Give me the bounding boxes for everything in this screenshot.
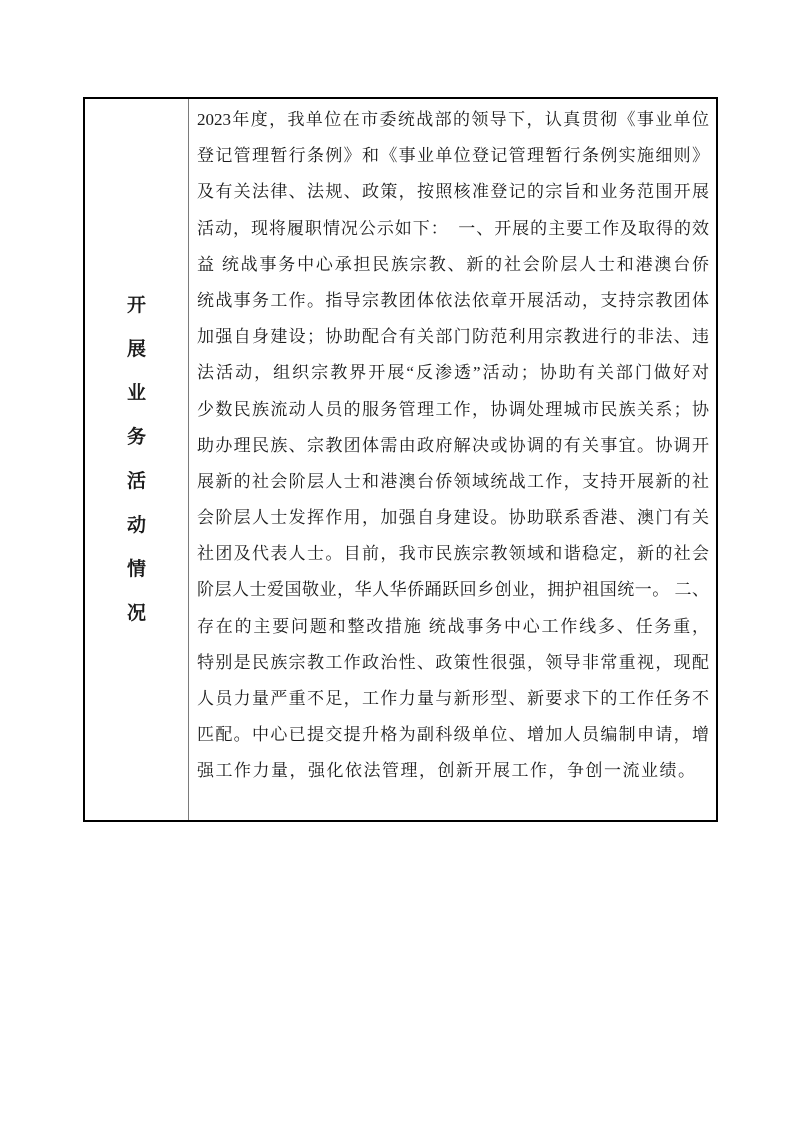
activity-description-cell — [189, 99, 716, 820]
row-header-cell — [85, 99, 189, 820]
activity-text-line: 登记管理暂行条例》和《事业单位登记管理暂行条例实施细则》 — [197, 146, 709, 166]
activity-text-line: 益 统战事务中心承担民族宗教、新的社会阶层人士和港澳台侨 — [197, 254, 709, 274]
activity-text-line: 少数民族流动人员的服务管理工作，协调处理城市民族关系；协 — [197, 399, 709, 419]
activity-text-line: 加强自身建设；协助配合有关部门防范利用宗教进行的非法、违 — [197, 327, 709, 347]
activity-text-line: 法活动，组织宗教界开展“反渗透”活动；协助有关部门做好对 — [197, 363, 709, 383]
activity-text-line: 强工作力量，强化依法管理，创新开展工作，争创一流业绩。 — [197, 761, 697, 781]
activity-text-line: 展新的社会阶层人士和港澳台侨领域统战工作，支持开展新的社 — [197, 471, 709, 491]
row-header-char: 活 — [126, 471, 146, 492]
activity-text-line: 活动，现将履职情况公示如下： 一、开展的主要工作及取得的效 — [197, 218, 709, 238]
activity-description-text — [197, 102, 709, 790]
activity-text-line: 社团及代表人士。目前，我市民族宗教领域和谐稳定，新的社会 — [197, 544, 709, 564]
row-header-char: 开 — [126, 295, 146, 316]
row-header-char: 展 — [126, 339, 146, 360]
activity-text-line: 及有关法律、法规、政策，按照核准登记的宗旨和业务范围开展 — [197, 182, 709, 202]
row-header-char: 动 — [126, 515, 146, 536]
row-header-char: 业 — [126, 383, 146, 404]
activity-text-line: 阶层人士爱国敬业，华人华侨踊跃回乡创业，拥护祖国统一。 二、 — [197, 580, 709, 600]
activity-text-line: 会阶层人士发挥作用，加强自身建设。协助联系香港、澳门有关 — [197, 508, 709, 528]
activity-text-line: 存在的主要问题和整改措施 统战事务中心工作线多、任务重， — [197, 616, 709, 636]
activity-text-line: 人员力量严重不足，工作力量与新形型、新要求下的工作任务不 — [197, 689, 709, 708]
activity-table — [83, 97, 718, 822]
row-header-vertical-title — [127, 296, 146, 623]
activity-text-line: 统战事务工作。指导宗教团体依法依章开展活动，支持宗教团体 — [197, 290, 709, 310]
activity-text-line: 特别是民族宗教工作政治性、政策性很强，领导非常重视，现配 — [197, 652, 709, 672]
row-header-char: 情 — [126, 559, 146, 580]
activity-text-line: 助办理民族、宗教团体需由政府解决或协调的有关事宜。协调开 — [197, 435, 709, 455]
activity-text-line: 2023年度，我单位在市委统战部的领导下，认真贯彻《事业单位 — [197, 110, 709, 129]
row-header-char: 况 — [126, 603, 146, 624]
row-header-char: 务 — [126, 427, 146, 448]
activity-text-line: 匹配。中心已提交提升格为副科级单位、增加人员编制申请，增 — [197, 725, 709, 745]
